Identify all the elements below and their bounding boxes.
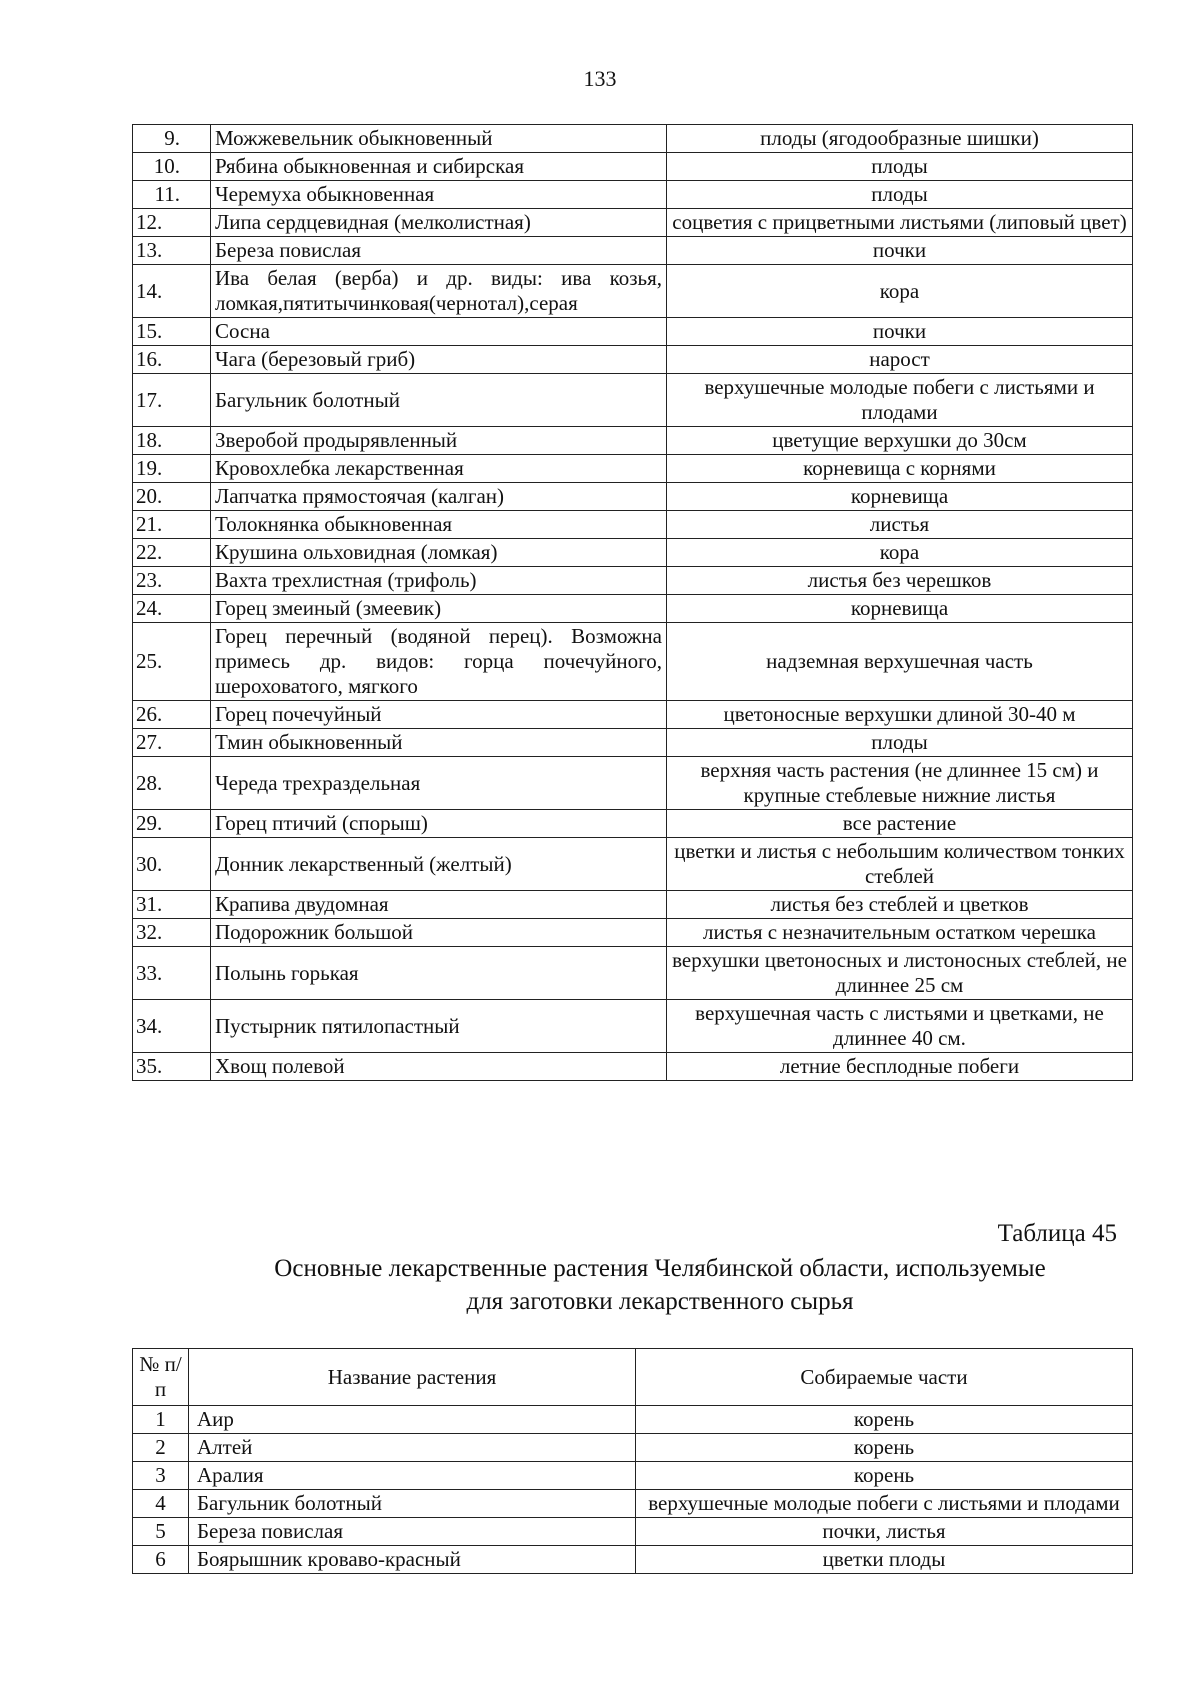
table-row: [133, 919, 1133, 947]
row-number: 35.: [133, 1053, 211, 1081]
row-number: 34.: [133, 1000, 211, 1053]
row-number: 15.: [133, 318, 211, 346]
table-row: [133, 1518, 1133, 1546]
row-number: 30.: [133, 838, 211, 891]
plant-name: Вахта трехлистная (трифоль): [211, 567, 667, 595]
collected-parts: кора: [667, 265, 1133, 318]
row-number: 18.: [133, 427, 211, 455]
plant-name: Крушина ольховидная (ломкая): [211, 539, 667, 567]
table-row: [133, 891, 1133, 919]
collected-parts: цветки и листья с небольшим количеством тонких стеблей: [667, 838, 1133, 891]
row-number: 2: [133, 1434, 189, 1462]
collected-parts: цветки плоды: [636, 1546, 1133, 1574]
plant-name: Подорожник большой: [211, 919, 667, 947]
collected-parts: верхушки цветоносных и листоносных стеблей, не длиннее 25 см: [667, 947, 1133, 1000]
plant-name: Горец змеиный (змеевик): [211, 595, 667, 623]
table-label: Таблица 45: [997, 1220, 1117, 1247]
plant-name: Горец почечуйный: [211, 701, 667, 729]
collected-parts: все растение: [667, 810, 1133, 838]
plant-name: Кровохлебка лекарственная: [211, 455, 667, 483]
table-row: [133, 810, 1133, 838]
table-row: [133, 1406, 1133, 1434]
table-row: [133, 511, 1133, 539]
row-number: 3: [133, 1462, 189, 1490]
plant-name: Крапива двудомная: [211, 891, 667, 919]
plant-name: Зверобой продырявленный: [211, 427, 667, 455]
plant-name: Береза повислая: [189, 1518, 636, 1546]
table-row: [133, 539, 1133, 567]
row-number: 6: [133, 1546, 189, 1574]
collected-parts: корневища с корнями: [667, 455, 1133, 483]
plant-name: Липа сердцевидная (мелколистная): [211, 209, 667, 237]
table-row: [133, 318, 1133, 346]
plant-name: Череда трехраздельная: [211, 757, 667, 810]
row-number: 9.: [133, 125, 211, 153]
row-number: 1: [133, 1406, 189, 1434]
row-number: 13.: [133, 237, 211, 265]
collected-parts: нарост: [667, 346, 1133, 374]
table-row: [133, 374, 1133, 427]
plant-name: Черемуха обыкновенная: [211, 181, 667, 209]
table-header-row: [133, 1349, 1133, 1406]
collected-parts: корневища: [667, 595, 1133, 623]
row-number: 4: [133, 1490, 189, 1518]
row-number: 5: [133, 1518, 189, 1546]
row-number: 33.: [133, 947, 211, 1000]
plant-name: Аралия: [189, 1462, 636, 1490]
table-row: [133, 1434, 1133, 1462]
collected-parts: плоды: [667, 153, 1133, 181]
table-row: [133, 757, 1133, 810]
collected-parts: верхушечные молодые побеги с листьями и плодами: [667, 374, 1133, 427]
row-number: 12.: [133, 209, 211, 237]
collected-parts: плоды: [667, 729, 1133, 757]
collected-parts: почки: [667, 318, 1133, 346]
row-number: 20.: [133, 483, 211, 511]
plant-name: Тмин обыкновенный: [211, 729, 667, 757]
row-number: 24.: [133, 595, 211, 623]
row-number: 10.: [133, 153, 211, 181]
collected-parts: корень: [636, 1434, 1133, 1462]
collected-parts: листья без черешков: [667, 567, 1133, 595]
table-row: [133, 838, 1133, 891]
row-number: 28.: [133, 757, 211, 810]
plant-name: Сосна: [211, 318, 667, 346]
table-row: [133, 623, 1133, 701]
table-row: [133, 265, 1133, 318]
plant-name: Багульник болотный: [211, 374, 667, 427]
plant-name: Горец птичий (спорыш): [211, 810, 667, 838]
table-row: [133, 427, 1133, 455]
row-number: 29.: [133, 810, 211, 838]
collected-parts: цветоносные верхушки длиной 30-40 м: [667, 701, 1133, 729]
collected-parts: почки, листья: [636, 1518, 1133, 1546]
table-row: [133, 209, 1133, 237]
row-number: 31.: [133, 891, 211, 919]
collected-parts: надземная верхушечная часть: [667, 623, 1133, 701]
table-row: [133, 1000, 1133, 1053]
row-number: 25.: [133, 623, 211, 701]
table-caption-line: для заготовки лекарственного сырья: [466, 1288, 854, 1315]
row-number: 22.: [133, 539, 211, 567]
plant-name: Хвощ полевой: [211, 1053, 667, 1081]
collected-parts: верхняя часть растения (не длиннее 15 см) и крупные стеблевые нижние листья: [667, 757, 1133, 810]
table-row: [133, 567, 1133, 595]
collected-parts: верхушечные молодые побеги с листьями и плодами: [636, 1490, 1133, 1518]
header-plant-name: Название растения: [189, 1349, 636, 1406]
table-caption: [200, 1252, 1120, 1318]
row-number: 26.: [133, 701, 211, 729]
collected-parts: почки: [667, 237, 1133, 265]
table-row: [133, 1546, 1133, 1574]
table-row: [133, 701, 1133, 729]
plant-name: Береза повислая: [211, 237, 667, 265]
collected-parts: корень: [636, 1406, 1133, 1434]
collected-parts: цветущие верхушки до 30см: [667, 427, 1133, 455]
header-collected-parts: Собираемые части: [636, 1349, 1133, 1406]
row-number: 11.: [133, 181, 211, 209]
table-row: [133, 947, 1133, 1000]
table-row: [133, 1462, 1133, 1490]
collected-parts: верхушечная часть с листьями и цветками, не длиннее 40 см.: [667, 1000, 1133, 1053]
plant-name: Можжевельник обыкновенный: [211, 125, 667, 153]
collected-parts: соцветия с прицветными листьями (липовый цвет): [667, 209, 1133, 237]
plant-name: Горец перечный (водяной перец). Возможна примесь др. видов: горца почечуйного, шероховатого, мягкого: [211, 623, 667, 701]
collected-parts: корневища: [667, 483, 1133, 511]
plants-table-45: [132, 1348, 1133, 1574]
table-row: [133, 1053, 1133, 1081]
table-caption-line: Основные лекарственные растения Челябинской области, используемые: [274, 1255, 1046, 1282]
table-row: [133, 181, 1133, 209]
row-number: 27.: [133, 729, 211, 757]
collected-parts: летние бесплодные побеги: [667, 1053, 1133, 1081]
plants-table-continued: [132, 124, 1133, 1081]
page-number: 133: [583, 66, 617, 91]
row-number: 32.: [133, 919, 211, 947]
row-number: 16.: [133, 346, 211, 374]
row-number: 21.: [133, 511, 211, 539]
row-number: 23.: [133, 567, 211, 595]
collected-parts: кора: [667, 539, 1133, 567]
plant-name: Ива белая (верба) и др. виды: ива козья, ломкая,пятитычинковая(чернотал),серая: [211, 265, 667, 318]
plant-name: Донник лекарственный (желтый): [211, 838, 667, 891]
plant-name: Полынь горькая: [211, 947, 667, 1000]
collected-parts: плоды: [667, 181, 1133, 209]
collected-parts: листья с незначительным остатком черешка: [667, 919, 1133, 947]
plant-name: Толокнянка обыкновенная: [211, 511, 667, 539]
table-row: [133, 1490, 1133, 1518]
plant-name: Рябина обыкновенная и сибирская: [211, 153, 667, 181]
plant-name: Боярышник кроваво-красный: [189, 1546, 636, 1574]
row-number: 19.: [133, 455, 211, 483]
table-row: [133, 125, 1133, 153]
collected-parts: листья: [667, 511, 1133, 539]
table-row: [133, 153, 1133, 181]
plant-name: Чага (березовый гриб): [211, 346, 667, 374]
table-row: [133, 455, 1133, 483]
table-row: [133, 346, 1133, 374]
collected-parts: плоды (ягодообразные шишки): [667, 125, 1133, 153]
table-row: [133, 729, 1133, 757]
header-number: № п/п: [133, 1349, 189, 1406]
collected-parts: листья без стеблей и цветков: [667, 891, 1133, 919]
plant-name: Аир: [189, 1406, 636, 1434]
table-row: [133, 237, 1133, 265]
row-number: 17.: [133, 374, 211, 427]
table-row: [133, 483, 1133, 511]
row-number: 14.: [133, 265, 211, 318]
plant-name: Пустырник пятилопастный: [211, 1000, 667, 1053]
plant-name: Лапчатка прямостоячая (калган): [211, 483, 667, 511]
plant-name: Багульник болотный: [189, 1490, 636, 1518]
plant-name: Алтей: [189, 1434, 636, 1462]
collected-parts: корень: [636, 1462, 1133, 1490]
table-row: [133, 595, 1133, 623]
